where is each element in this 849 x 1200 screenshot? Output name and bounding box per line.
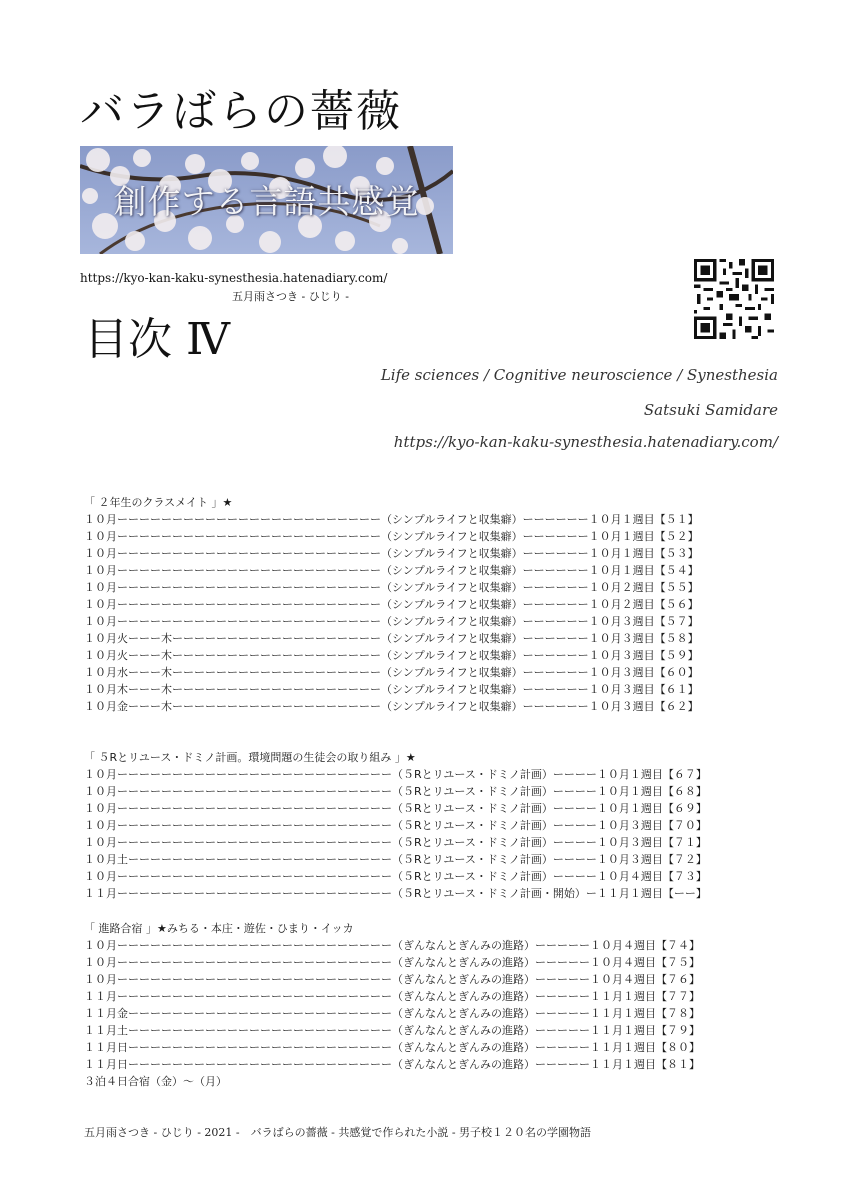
entry-chapter: （ぎんなんとぎんみの進路） bbox=[392, 1041, 535, 1054]
entry-chapter: （シンプルライフと収集癖） bbox=[381, 564, 523, 577]
entry-date: １０月火ーーー木ーーーーーーーーーーーーーーーーーーー bbox=[84, 632, 381, 645]
toc-entry[interactable] bbox=[84, 783, 784, 800]
entry-week: ーーーーーー１０月１週目【５１】 bbox=[522, 513, 699, 526]
entry-chapter: （ぎんなんとぎんみの進路） bbox=[392, 990, 535, 1003]
toc-entry[interactable] bbox=[84, 800, 784, 817]
entry-week: ーーーーー１１月１週目【７７】 bbox=[535, 990, 700, 1003]
toc-entry[interactable] bbox=[84, 528, 784, 545]
entry-week: ーーーーーー１０月１週目【５２】 bbox=[522, 530, 699, 543]
entry-chapter: （ぎんなんとぎんみの進路） bbox=[392, 1007, 535, 1020]
section-title: 「 ２年生のクラスメイト 」★ bbox=[84, 496, 233, 509]
entry-week: ーーーーーー１０月１週目【５３】 bbox=[522, 547, 699, 560]
entry-week: ーーーーーー１０月２週目【５５】 bbox=[522, 581, 699, 594]
toc-entry[interactable] bbox=[84, 681, 784, 698]
entry-chapter: （ぎんなんとぎんみの進路） bbox=[392, 973, 535, 986]
section-classmates bbox=[84, 494, 784, 715]
entry-chapter: （シンプルライフと収集癖） bbox=[381, 632, 523, 645]
entry-chapter: （シンプルライフと収集癖） bbox=[381, 513, 523, 526]
entry-chapter: （シンプルライフと収集癖） bbox=[381, 530, 523, 543]
qr-code-icon bbox=[694, 259, 774, 339]
entry-date: １１月日ーーーーーーーーーーーーーーーーーーーーーーーー bbox=[84, 1041, 392, 1054]
toc-entry[interactable] bbox=[84, 511, 784, 528]
section-title: 「 ５Rとリユース・ドミノ計画。環境問題の生徒会の取り組み 」★ bbox=[84, 751, 416, 764]
entry-week: ーーーーーー１０月３週目【６２】 bbox=[522, 700, 699, 713]
toc-entry[interactable] bbox=[84, 954, 784, 971]
entry-date: １１月金ーーーーーーーーーーーーーーーーーーーーーーーー bbox=[84, 1007, 392, 1020]
entry-date: １０月木ーーー木ーーーーーーーーーーーーーーーーーーー bbox=[84, 683, 381, 696]
entry-date: １１月土ーーーーーーーーーーーーーーーーーーーーーーーー bbox=[84, 1024, 392, 1037]
entry-chapter: （５Rとリユース・ドミノ計画） bbox=[392, 836, 553, 849]
toc-entry[interactable] bbox=[84, 698, 784, 715]
author-romaji: Satsuki Samidare bbox=[643, 401, 778, 419]
entry-week: ーーーーー１０月４週目【７４】 bbox=[535, 939, 700, 952]
toc-entry[interactable] bbox=[84, 1039, 784, 1056]
toc-entry[interactable] bbox=[84, 664, 784, 681]
entry-date: １０月ーーーーーーーーーーーーーーーーーーーーーーーーー bbox=[84, 939, 392, 952]
toc-entry[interactable] bbox=[84, 971, 784, 988]
entry-date: １０月ーーーーーーーーーーーーーーーーーーーーーーーーー bbox=[84, 785, 392, 798]
entry-week: ーーーー１０月３週目【７０】 bbox=[552, 819, 707, 832]
entry-date: １１月ーーーーーーーーーーーーーーーーーーーーーーーーー bbox=[84, 990, 392, 1003]
toc-entry[interactable] bbox=[84, 851, 784, 868]
entry-week: ーーーーーー１０月３週目【５９】 bbox=[522, 649, 699, 662]
author-name: 五月雨さつき - ひじり - bbox=[232, 290, 349, 303]
entry-chapter: （ぎんなんとぎんみの進路） bbox=[392, 1024, 535, 1037]
entry-chapter: （シンプルライフと収集癖） bbox=[381, 581, 523, 594]
entry-chapter: （５Rとリユース・ドミノ計画） bbox=[392, 785, 553, 798]
entry-chapter: （シンプルライフと収集癖） bbox=[381, 700, 523, 713]
entry-week: ーーーーー１１月１週目【７８】 bbox=[535, 1007, 700, 1020]
toc-entry[interactable] bbox=[84, 562, 784, 579]
entry-chapter: （シンプルライフと収集癖） bbox=[381, 547, 523, 560]
entry-date: １０月ーーーーーーーーーーーーーーーーーーーーーーーー bbox=[84, 513, 381, 526]
section-note: ３泊４日合宿（金）〜（月） bbox=[84, 1075, 227, 1088]
entry-week: ーーーー１０月３週目【７２】 bbox=[552, 853, 707, 866]
entry-chapter: （５Rとリユース・ドミノ計画） bbox=[392, 802, 553, 815]
script-url[interactable]: https://kyo-kan-kaku-synesthesia.hatenadiary.com/ bbox=[393, 433, 778, 451]
toc-entry[interactable] bbox=[84, 545, 784, 562]
entry-date: １０月ーーーーーーーーーーーーーーーーーーーーーーーー bbox=[84, 598, 381, 611]
entry-chapter: （シンプルライフと収集癖） bbox=[381, 615, 523, 628]
toc-entry[interactable] bbox=[84, 647, 784, 664]
entry-week: ーーーーー１０月４週目【７６】 bbox=[535, 973, 700, 986]
toc-heading: 目次 Ⅳ bbox=[84, 314, 230, 365]
entry-date: １０月ーーーーーーーーーーーーーーーーーーーーーーーー bbox=[84, 564, 381, 577]
entry-week: ーーーー１０月１週目【６８】 bbox=[552, 785, 707, 798]
document-title: バラばらの薔薇 bbox=[80, 86, 402, 137]
toc-entry[interactable] bbox=[84, 834, 784, 851]
toc-entry[interactable] bbox=[84, 868, 784, 885]
entry-date: １０月火ーーー木ーーーーーーーーーーーーーーーーーーー bbox=[84, 649, 381, 662]
entry-chapter: （シンプルライフと収集癖） bbox=[381, 683, 523, 696]
entry-chapter: （シンプルライフと収集癖） bbox=[381, 598, 523, 611]
toc-rows bbox=[84, 511, 784, 715]
entry-date: １０月ーーーーーーーーーーーーーーーーーーーーーーーーー bbox=[84, 956, 392, 969]
section-title: 「 進路合宿 」★みちる・本庄・遊佐・ひまり・イッカ bbox=[84, 922, 354, 935]
toc-entry[interactable] bbox=[84, 630, 784, 647]
entry-date: １０月ーーーーーーーーーーーーーーーーーーーーーーーーー bbox=[84, 819, 392, 832]
toc-entry[interactable] bbox=[84, 988, 784, 1005]
entry-date: １０月ーーーーーーーーーーーーーーーーーーーーーーーー bbox=[84, 530, 381, 543]
entry-week: ーーーーー１０月４週目【７５】 bbox=[535, 956, 700, 969]
entry-chapter: （５Rとリユース・ドミノ計画） bbox=[392, 768, 553, 781]
entry-week: ーーーーー１１月１週目【８１】 bbox=[535, 1058, 700, 1071]
toc-entry[interactable] bbox=[84, 937, 784, 954]
banner-image bbox=[80, 146, 453, 254]
entry-chapter: （５Rとリユース・ドミノ計画） bbox=[392, 853, 553, 866]
entry-week: ーーーーーー１０月３週目【６１】 bbox=[522, 683, 699, 696]
entry-chapter: （５Rとリユース・ドミノ計画・開始） bbox=[392, 887, 586, 900]
entry-date: １１月ーーーーーーーーーーーーーーーーーーーーーーーーー bbox=[84, 887, 392, 900]
section-5r-reuse bbox=[84, 749, 784, 902]
entry-chapter: （５Rとリユース・ドミノ計画） bbox=[392, 870, 553, 883]
entry-date: １０月ーーーーーーーーーーーーーーーーーーーーーーーー bbox=[84, 581, 381, 594]
entry-week: ーーーーーー１０月３週目【５７】 bbox=[522, 615, 699, 628]
toc-rows bbox=[84, 937, 784, 1073]
entry-date: １０月ーーーーーーーーーーーーーーーーーーーーーーーー bbox=[84, 615, 381, 628]
entry-chapter: （５Rとリユース・ドミノ計画） bbox=[392, 819, 553, 832]
entry-date: １０月ーーーーーーーーーーーーーーーーーーーーーーーー bbox=[84, 547, 381, 560]
toc-entry[interactable] bbox=[84, 1005, 784, 1022]
toc-entry[interactable] bbox=[84, 596, 784, 613]
entry-week: ーーーーー１１月１週目【７９】 bbox=[535, 1024, 700, 1037]
entry-chapter: （ぎんなんとぎんみの進路） bbox=[392, 1058, 535, 1071]
toc-entry[interactable] bbox=[84, 885, 784, 902]
entry-date: １０月ーーーーーーーーーーーーーーーーーーーーーーーーー bbox=[84, 836, 392, 849]
entry-week: ーーーー１０月３週目【７１】 bbox=[552, 836, 707, 849]
entry-week: ーーーーーー１０月３週目【５８】 bbox=[522, 632, 699, 645]
entry-date: １０月土ーーーーーーーーーーーーーーーーーーーーーーーー bbox=[84, 853, 392, 866]
toc-entry[interactable] bbox=[84, 1022, 784, 1039]
entry-date: １０月ーーーーーーーーーーーーーーーーーーーーーーーーー bbox=[84, 973, 392, 986]
toc-entry[interactable] bbox=[84, 579, 784, 596]
entry-date: １１月日ーーーーーーーーーーーーーーーーーーーーーーーー bbox=[84, 1058, 392, 1071]
entry-week: ーーーーーー１０月２週目【５６】 bbox=[522, 598, 699, 611]
entry-week: ーーーー１０月１週目【６７】 bbox=[552, 768, 707, 781]
entry-week: ーーーー１０月１週目【６９】 bbox=[552, 802, 707, 815]
toc-entry[interactable] bbox=[84, 766, 784, 783]
section-camp bbox=[84, 920, 784, 1090]
toc-rows bbox=[84, 766, 784, 902]
entry-date: １０月ーーーーーーーーーーーーーーーーーーーーーーーーー bbox=[84, 768, 392, 781]
entry-week: ーーーー１０月４週目【７３】 bbox=[552, 870, 707, 883]
entry-chapter: （ぎんなんとぎんみの進路） bbox=[392, 939, 535, 952]
entry-date: １０月金ーーー木ーーーーーーーーーーーーーーーーーーー bbox=[84, 700, 381, 713]
entry-date: １０月ーーーーーーーーーーーーーーーーーーーーーーーーー bbox=[84, 802, 392, 815]
entry-date: １０月ーーーーーーーーーーーーーーーーーーーーーーーーー bbox=[84, 870, 392, 883]
entry-date: １０月水ーーー木ーーーーーーーーーーーーーーーーーーー bbox=[84, 666, 381, 679]
toc-entry[interactable] bbox=[84, 613, 784, 630]
entry-chapter: （シンプルライフと収集癖） bbox=[381, 649, 523, 662]
toc-entry[interactable] bbox=[84, 817, 784, 834]
blog-url[interactable]: https://kyo-kan-kaku-synesthesia.hatenadiary.com/ bbox=[80, 271, 388, 285]
entry-chapter: （シンプルライフと収集癖） bbox=[381, 666, 523, 679]
entry-week: ーーーーーー１０月３週目【６０】 bbox=[522, 666, 699, 679]
toc-entry[interactable] bbox=[84, 1056, 784, 1073]
entry-week: ーーーーー１１月１週目【８０】 bbox=[535, 1041, 700, 1054]
footer: 五月雨さつき - ひじり - 2021 - バラばらの薔薇 - 共感覚で作られた小説 - 男子校１２０名の学園物語 bbox=[84, 1126, 592, 1139]
entry-week: ーーーーーー１０月１週目【５４】 bbox=[522, 564, 699, 577]
entry-week: ー１１月１週目【ーー】 bbox=[585, 887, 707, 900]
banner-caption: 創作する言語共感覚 bbox=[113, 182, 420, 221]
entry-chapter: （ぎんなんとぎんみの進路） bbox=[392, 956, 535, 969]
subject-line: Life sciences / Cognitive neuroscience / Synesthesia bbox=[380, 366, 778, 384]
